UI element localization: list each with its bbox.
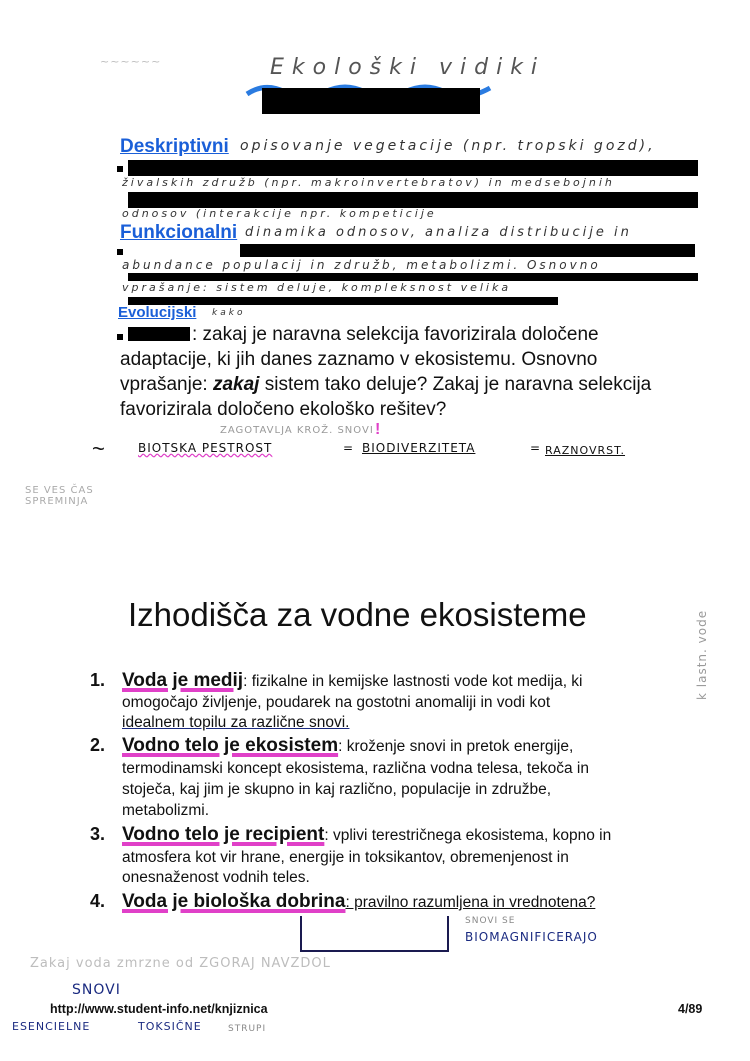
functional-note: dinamika odnosov, analiza distribucije in: [245, 225, 632, 240]
note-esencielne: ESENCIELNE: [12, 1020, 91, 1033]
note-raznovrst: RAZNOVRST.: [545, 444, 626, 457]
redacted-line: [128, 160, 698, 176]
note-zagotavlja: ZAGOTAVLJA KROŽ. SNOVI: [220, 425, 374, 436]
sketch-box: [300, 916, 449, 952]
note-vertical: k lastn. vode: [695, 609, 709, 700]
faint-note: ~~~~~~: [100, 55, 162, 68]
evolutionary-text-2: adaptacije, ki jih danes zaznamo v ekosistemu. Osnovno: [120, 349, 598, 370]
note-eq: =: [343, 441, 355, 455]
item-title: Voda je biološka dobrina: [122, 891, 346, 912]
redacted-title: [262, 88, 480, 114]
descriptive-note-2: živalskih združb (npr. makroinvertebratov) in medsebojnih: [122, 176, 615, 189]
text: sistem tako deluje? Zakaj je naravna selekcija: [259, 374, 652, 395]
evolutionary-label: Evolucijski: [118, 304, 197, 321]
list-item-3: [122, 824, 611, 846]
item-text: : fizikalne in kemijske lastnosti vode kot medija, ki: [243, 673, 583, 690]
descriptive-note: opisovanje vegetacije (npr. tropski gozd),: [240, 138, 656, 154]
note-toksicne: TOKSIČNE: [138, 1020, 202, 1033]
emphasis: zakaj: [212, 374, 260, 395]
bullet: [117, 334, 123, 340]
note-bottom: Zakaj voda zmrzne od ZGORAJ NAVZDOL: [30, 956, 331, 971]
list-item-4: [122, 891, 595, 913]
list-line: termodinamski koncept ekosistema, različna vodna telesa, tekoča in: [122, 760, 589, 777]
page-number: 4/89: [678, 1002, 703, 1016]
handwritten-title: Ekološki vidiki: [270, 55, 546, 80]
item-text: : kroženje snovi in pretok energije,: [338, 738, 574, 755]
item-title: Vodno telo je recipient: [122, 824, 325, 845]
list-number: 3.: [90, 824, 106, 844]
bullet: [117, 249, 123, 255]
text: vprašanje:: [120, 374, 213, 395]
redacted-line: [128, 273, 698, 281]
note-tilde: ~: [92, 436, 105, 461]
note-biotska: BIOTSKA PESTROST: [138, 441, 273, 455]
redacted-line: [128, 192, 698, 208]
list-line: omogočajo življenje, poudarek na gostotni anomaliji in vodi kot: [122, 694, 551, 711]
list-line: metabolizmi.: [122, 802, 209, 819]
list-number: 1.: [90, 670, 106, 690]
descriptive-label: Deskriptivni: [120, 136, 229, 157]
list-item-1: [122, 670, 583, 692]
note-snovi-se: SNOVI SE: [465, 916, 516, 926]
functional-note-3: vprašanje: sistem deluje, kompleksnost velika: [122, 281, 512, 294]
functional-note-2: abundance populacij in združb, metabolizmi. Osnovno: [122, 258, 601, 272]
section-heading: Izhodišča za vodne ekosisteme: [128, 596, 587, 633]
list-number: 2.: [90, 735, 106, 755]
note-eq: =: [530, 441, 542, 455]
note-biodiverziteta: BIODIVERZITETA: [362, 441, 476, 455]
item-text: : vplivi terestričnega ekosistema, kopno in: [324, 827, 612, 844]
redacted-word: [128, 327, 190, 341]
note-biomagnificerajo: BIOMAGNIFICERAJO: [465, 930, 598, 944]
functional-label: Funkcionalni: [120, 222, 238, 243]
redacted-line: [240, 244, 695, 257]
note-strupi: STRUPI: [228, 1024, 267, 1034]
descriptive-note-3: odnosov (interakcije npr. kompeticije: [122, 207, 437, 220]
list-line: onesnaženost vodnih teles.: [122, 869, 310, 886]
list-line: idealnem topilu za različne snovi.: [122, 714, 350, 731]
list-line: atmosfera kot vir hrane, energije in toksikantov, obremenjenost in: [122, 849, 569, 866]
item-title: Vodno telo je ekosistem: [122, 735, 339, 756]
note-snovi: SNOVI: [72, 982, 121, 998]
list-item-2: [122, 735, 573, 757]
evolutionary-small-note: kako: [212, 308, 246, 318]
footer-url[interactable]: http://www.student-info.net/knjiznica: [50, 1002, 268, 1016]
bullet: [117, 166, 123, 172]
item-text: : pravilno razumljena in vrednotena?: [345, 894, 596, 911]
note-exclaim: !: [375, 421, 381, 438]
note-spreminja: SE VES ČAS SPREMINJA: [25, 485, 94, 507]
evolutionary-text-1: : zakaj je naravna selekcija favorizirala določene: [192, 324, 599, 345]
list-line: stoječa, kaj jim je skupno in kaj različno, populacije in združbe,: [122, 781, 552, 798]
evolutionary-text-4: favorizirala določeno ekološko rešitev?: [120, 399, 447, 420]
list-number: 4.: [90, 891, 106, 911]
evolutionary-text-3: [120, 372, 651, 397]
item-title: Voda je medij: [122, 670, 244, 691]
